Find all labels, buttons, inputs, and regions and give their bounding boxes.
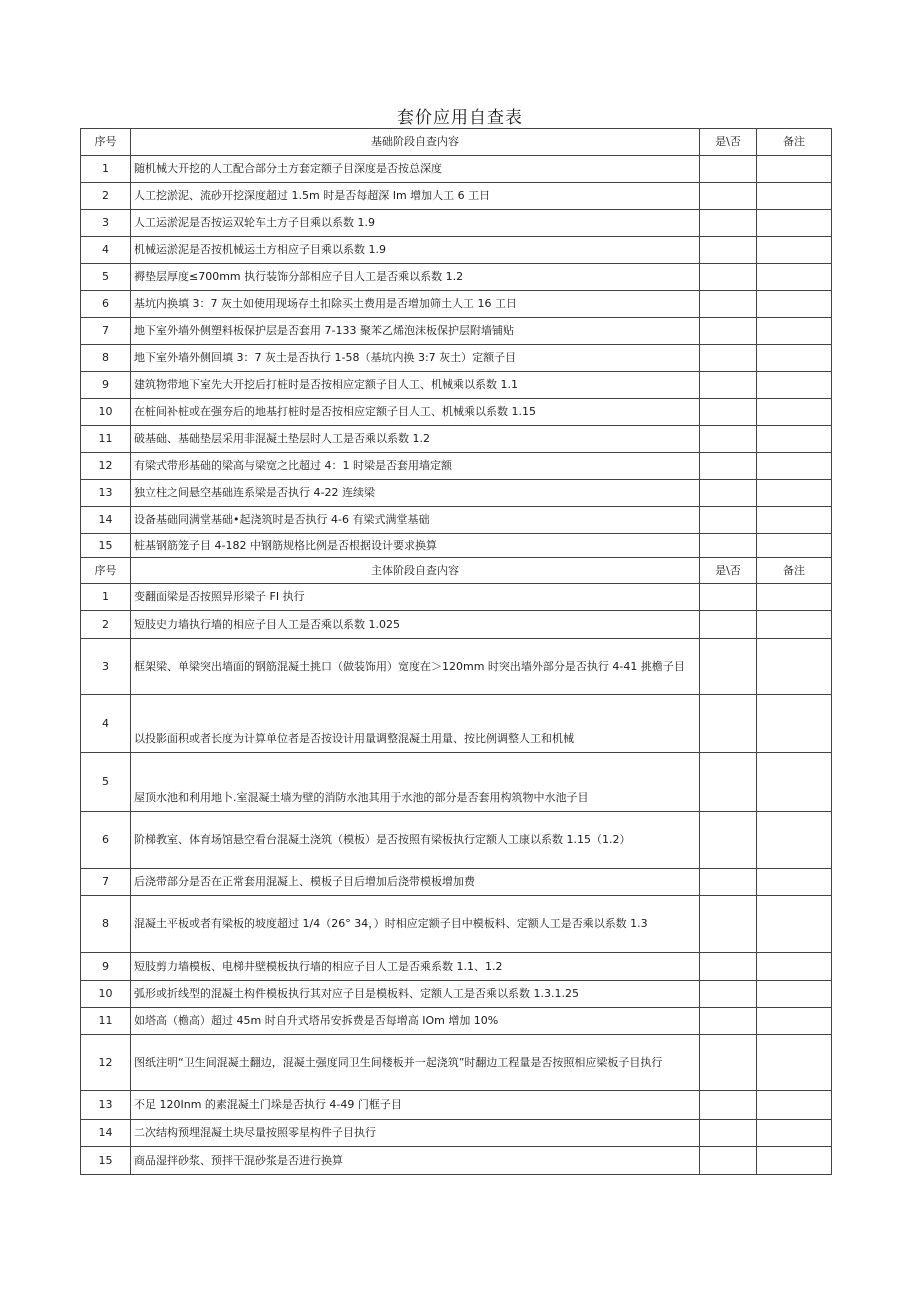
check-item-text: 桩基钢筋笼子目 4-182 中钢筋规格比例是否根据设计要求换算 xyxy=(131,534,700,558)
remark-cell xyxy=(757,753,832,812)
check-item-text: 基坑内换填 3：7 灰土如使用现场存土扣除买土费用是否增加筛土人工 16 工日 xyxy=(131,291,700,318)
table-row xyxy=(81,507,832,534)
remark-cell xyxy=(757,1120,832,1147)
yes-no-cell xyxy=(700,1091,757,1120)
row-number: 9 xyxy=(81,953,131,981)
row-number: 10 xyxy=(81,399,131,426)
remark-cell xyxy=(757,981,832,1008)
remark-cell xyxy=(757,611,832,639)
remark-cell xyxy=(757,318,832,345)
remark-cell xyxy=(757,869,832,896)
remark-cell xyxy=(757,1008,832,1035)
table-row xyxy=(81,399,832,426)
yes-no-cell xyxy=(700,812,757,869)
yes-no-cell xyxy=(700,1008,757,1035)
page-title: 套价应用自查表 xyxy=(397,108,523,128)
remark-cell xyxy=(757,399,832,426)
check-item-text: 商品湿拌砂浆、预拌干混砂浆是否进行换算 xyxy=(131,1147,700,1175)
remark-cell xyxy=(757,812,832,869)
row-number: 4 xyxy=(81,237,131,264)
yes-no-cell xyxy=(700,264,757,291)
table-row xyxy=(81,584,832,611)
row-number: 12 xyxy=(81,453,131,480)
remark-cell xyxy=(757,1035,832,1091)
yes-no-cell xyxy=(700,399,757,426)
table-row xyxy=(81,639,832,695)
self-check-table xyxy=(80,128,832,1175)
yes-no-cell xyxy=(700,156,757,183)
remark-cell xyxy=(757,953,832,981)
check-item-text: 屋顶水池和利用地卜.室混凝土墙为壁的消防水池其用于水池的部分是否套用构筑物中水池子目 xyxy=(131,753,700,812)
yes-no-cell xyxy=(700,210,757,237)
yes-no-cell xyxy=(700,869,757,896)
table-row xyxy=(81,318,832,345)
check-item-text: 褥垫层厚度≤700mm 执行装饰分部相应子目人工是否乘以系数 1.2 xyxy=(131,264,700,291)
check-item-text: 地下室外墙外侧回填 3：7 灰土是否执行 1-58（基坑内换 3:7 灰土）定额子目 xyxy=(131,345,700,372)
row-number: 7 xyxy=(81,318,131,345)
yes-no-cell xyxy=(700,639,757,695)
check-item-text: 设备基础同满堂基础•起浇筑时是否执行 4-6 有梁式满堂基础 xyxy=(131,507,700,534)
check-item-text: 独立柱之间悬空基础连系梁是否执行 4-22 连续梁 xyxy=(131,480,700,507)
yes-no-cell xyxy=(700,237,757,264)
table-row xyxy=(81,1035,832,1091)
row-number: 13 xyxy=(81,480,131,507)
yes-no-cell xyxy=(700,534,757,558)
remark-cell xyxy=(757,372,832,399)
yes-no-cell xyxy=(700,695,757,753)
yes-no-cell xyxy=(700,584,757,611)
row-number: 5 xyxy=(81,753,131,812)
table-row xyxy=(81,1008,832,1035)
check-item-text: 以投影面积或者长度为计算单位者是否按设计用量调整混凝土用量、按比例调整人工和机械 xyxy=(131,695,700,753)
row-number: 11 xyxy=(81,426,131,453)
row-number: 5 xyxy=(81,264,131,291)
header-remark: 备注 xyxy=(757,129,832,156)
row-number: 6 xyxy=(81,812,131,869)
table-row xyxy=(81,156,832,183)
check-item-text: 图纸注明“卫生间混凝土翻边，混凝土强度同卫生间楼板并一起浇筑”时翻边工程量是否按照相应梁板子目执行 xyxy=(131,1035,700,1091)
check-item-text: 混凝土平板或者有梁板的坡度超过 1/4（26° 34，）时相应定额子目中模板料、定额人工是否乘以系数 1.3 xyxy=(131,896,700,953)
header-no: 序号 xyxy=(81,129,131,156)
table-row xyxy=(81,264,832,291)
row-number: 3 xyxy=(81,210,131,237)
row-number: 8 xyxy=(81,896,131,953)
row-number: 9 xyxy=(81,372,131,399)
row-number: 8 xyxy=(81,345,131,372)
row-number: 13 xyxy=(81,1091,131,1120)
yes-no-cell xyxy=(700,1120,757,1147)
check-item-text: 后浇带部分是否在正常套用混凝上、模板子目后增加后浇带模板增加费 xyxy=(131,869,700,896)
header-no: 序号 xyxy=(81,558,131,584)
remark-cell xyxy=(757,345,832,372)
remark-cell xyxy=(757,695,832,753)
row-number: 7 xyxy=(81,869,131,896)
yes-no-cell xyxy=(700,611,757,639)
check-item-text: 不足 120Inm 的素混凝土门垛是否执行 4-49 门框子目 xyxy=(131,1091,700,1120)
remark-cell xyxy=(757,639,832,695)
yes-no-cell xyxy=(700,453,757,480)
row-number: 1 xyxy=(81,156,131,183)
remark-cell xyxy=(757,507,832,534)
yes-no-cell xyxy=(700,345,757,372)
check-item-text: 机械运淤泥是否按机械运土方相应子目乘以系数 1.9 xyxy=(131,237,700,264)
table-row xyxy=(81,953,832,981)
header-content: 主体阶段自查内容 xyxy=(131,558,700,584)
header-content: 基础阶段自查内容 xyxy=(131,129,700,156)
row-number: 15 xyxy=(81,1147,131,1175)
row-number: 2 xyxy=(81,183,131,210)
remark-cell xyxy=(757,210,832,237)
remark-cell xyxy=(757,183,832,210)
table-row xyxy=(81,453,832,480)
table-row xyxy=(81,291,832,318)
yes-no-cell xyxy=(700,426,757,453)
check-item-text: 短肢史力墙执行墙的相应子目人工是否乘以系数 1.025 xyxy=(131,611,700,639)
yes-no-cell xyxy=(700,318,757,345)
row-number: 3 xyxy=(81,639,131,695)
check-item-text: 破基础、基础垫层采用非混凝土垫层时人工是否乘以系数 1.2 xyxy=(131,426,700,453)
check-item-text: 在桩间补桩或在强夯后的地基打桩时是否按相应定额子目人工、机械乘以系数 1.15 xyxy=(131,399,700,426)
row-number: 1 xyxy=(81,584,131,611)
table-row xyxy=(81,896,832,953)
remark-cell xyxy=(757,534,832,558)
header-yes-no: 是\否 xyxy=(700,129,757,156)
check-item-text: 建筑物带地下室先大开挖后打桩时是否按相应定额子目人工、机械乘以系数 1.1 xyxy=(131,372,700,399)
remark-cell xyxy=(757,896,832,953)
section1-header-row xyxy=(81,129,832,156)
remark-cell xyxy=(757,480,832,507)
table-row xyxy=(81,1091,832,1120)
remark-cell xyxy=(757,584,832,611)
row-number: 14 xyxy=(81,1120,131,1147)
table-row xyxy=(81,812,832,869)
row-number: 11 xyxy=(81,1008,131,1035)
row-number: 10 xyxy=(81,981,131,1008)
check-item-text: 如塔高（檐高）超过 45m 时自升式塔吊安拆费是否每增高 IOm 增加 10% xyxy=(131,1008,700,1035)
row-number: 14 xyxy=(81,507,131,534)
header-yes-no: 是\否 xyxy=(700,558,757,584)
table-row xyxy=(81,611,832,639)
table-row xyxy=(81,981,832,1008)
yes-no-cell xyxy=(700,1035,757,1091)
table-row xyxy=(81,480,832,507)
table-row xyxy=(81,869,832,896)
remark-cell xyxy=(757,1147,832,1175)
table-row xyxy=(81,183,832,210)
remark-cell xyxy=(757,291,832,318)
table-row xyxy=(81,695,832,753)
check-item-text: 有梁式带形基础的梁高与梁宽之比超过 4：1 时梁是否套用墙定额 xyxy=(131,453,700,480)
table-row xyxy=(81,372,832,399)
table-row xyxy=(81,534,832,558)
yes-no-cell xyxy=(700,953,757,981)
table-row xyxy=(81,345,832,372)
remark-cell xyxy=(757,453,832,480)
table-row xyxy=(81,1120,832,1147)
check-item-text: 人工挖淤泥、流砂开挖深度超过 1.5m 时是否每超深 Im 增加人工 6 工日 xyxy=(131,183,700,210)
table-row xyxy=(81,237,832,264)
yes-no-cell xyxy=(700,753,757,812)
row-number: 4 xyxy=(81,695,131,753)
yes-no-cell xyxy=(700,291,757,318)
row-number: 15 xyxy=(81,534,131,558)
yes-no-cell xyxy=(700,183,757,210)
remark-cell xyxy=(757,426,832,453)
check-item-text: 弧形或折线型的混凝土构件模板执行其对应子目是模板料、定额人工是否乘以系数 1.3.1.25 xyxy=(131,981,700,1008)
section2-header-row xyxy=(81,558,832,584)
check-item-text: 短肢剪力墙模板、电梯井壁模板执行墙的相应子目人工是否乘系数 1.1、1.2 xyxy=(131,953,700,981)
check-item-text: 二次结构预埋混凝土块尽量按照零星构件子目执行 xyxy=(131,1120,700,1147)
remark-cell xyxy=(757,156,832,183)
remark-cell xyxy=(757,264,832,291)
yes-no-cell xyxy=(700,507,757,534)
check-item-text: 变翻面梁是否按照异形梁子 FI 执行 xyxy=(131,584,700,611)
check-item-text: 阶梯教室、体育场馆悬空看台混凝土浇筑（模板）是否按照有梁板执行定额人工康以系数 1.15（1.2） xyxy=(131,812,700,869)
table-row xyxy=(81,1147,832,1175)
yes-no-cell xyxy=(700,1147,757,1175)
table-row xyxy=(81,210,832,237)
yes-no-cell xyxy=(700,372,757,399)
check-item-text: 地下室外墙外侧塑料板保护层是否套用 7-133 聚苯乙烯泡沫板保护层附墙铺贴 xyxy=(131,318,700,345)
yes-no-cell xyxy=(700,896,757,953)
check-item-text: 随机械大开挖的人工配合部分土方套定额子目深度是否按总深度 xyxy=(131,156,700,183)
yes-no-cell xyxy=(700,981,757,1008)
header-remark: 备注 xyxy=(757,558,832,584)
check-item-text: 人工运淤泥是否按运双轮车土方子目乘以系数 1.9 xyxy=(131,210,700,237)
table-row xyxy=(81,426,832,453)
row-number: 12 xyxy=(81,1035,131,1091)
remark-cell xyxy=(757,237,832,264)
check-item-text: 框架梁、单梁突出墙面的钢筋混凝土挑口（做装饰用）宽度在＞120mm 时突出墙外部分是否执行 4-41 挑檐子目 xyxy=(131,639,700,695)
table-row xyxy=(81,753,832,812)
yes-no-cell xyxy=(700,480,757,507)
remark-cell xyxy=(757,1091,832,1120)
row-number: 6 xyxy=(81,291,131,318)
row-number: 2 xyxy=(81,611,131,639)
